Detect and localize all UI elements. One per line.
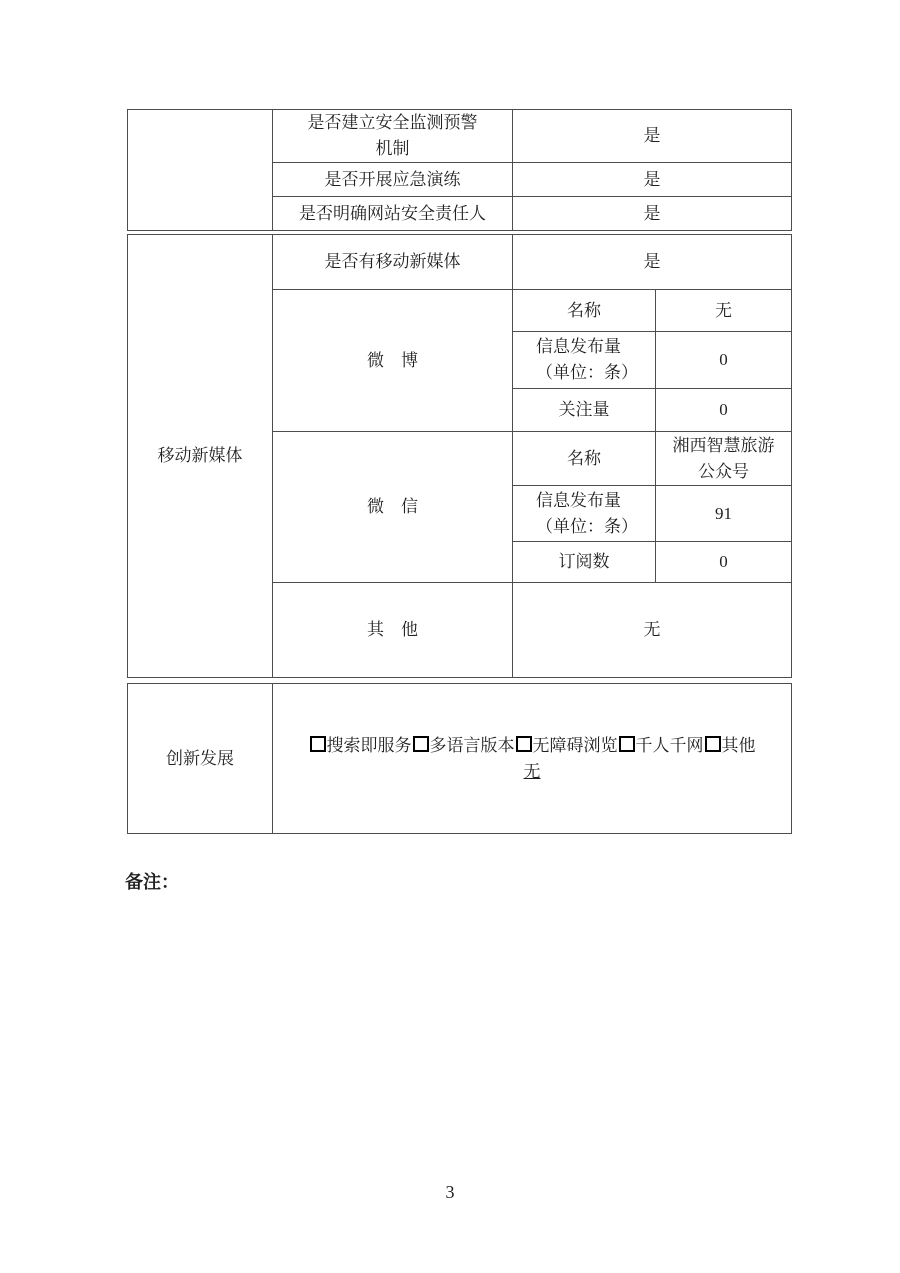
security-value-cell: 是 (513, 110, 792, 163)
innovation-category-cell: 创新发展 (128, 684, 273, 834)
option-label: 千人千网 (635, 735, 704, 755)
field-label: 信息发布量（单位：条） (536, 337, 638, 382)
checkbox-icon (516, 736, 532, 752)
security-label-cell (273, 110, 513, 163)
page-number: 3 (445, 1182, 455, 1202)
wechat-name-field-cell: 名称 (513, 432, 656, 486)
checkbox-icon (705, 736, 721, 752)
option-label: 无障碍浏览 (532, 735, 618, 755)
weibo-posts-value-cell: 0 (656, 332, 792, 389)
innovation-fill-value: 无 (523, 761, 541, 781)
weibo-name-value-cell: 无 (656, 290, 792, 332)
innovation-options-cell (273, 684, 792, 834)
table-row (128, 110, 792, 163)
weibo-followers-value-cell: 0 (656, 389, 792, 432)
mobile-media-category-cell: 移动新媒体 (128, 235, 273, 678)
row-label: 是否建立安全监测预警机制 (307, 113, 478, 158)
security-label-cell: 是否明确网站安全责任人 (273, 197, 513, 231)
mobile-media-section (127, 234, 792, 678)
table-row (128, 684, 792, 834)
weibo-label-cell: 微 博 (273, 290, 513, 432)
wechat-subscribers-value-cell: 0 (656, 542, 792, 583)
checkbox-icon (413, 736, 429, 752)
weibo-posts-field-cell (513, 332, 656, 389)
wechat-name-value-cell (656, 432, 792, 486)
field-label: 信息发布量（单位：条） (536, 490, 638, 536)
security-section (127, 109, 792, 231)
has-mobile-media-label-cell: 是否有移动新媒体 (273, 235, 513, 290)
innovation-fill-line (273, 759, 791, 785)
report-table (127, 109, 791, 834)
wechat-posts-value-cell: 91 (656, 486, 792, 542)
table-row (128, 235, 792, 290)
has-mobile-media-value-cell: 是 (513, 235, 792, 290)
wechat-subscribers-field-cell: 订阅数 (513, 542, 656, 583)
other-media-value-cell: 无 (513, 583, 792, 678)
security-category-cell (128, 110, 273, 231)
security-value-cell: 是 (513, 163, 792, 197)
checkbox-icon (619, 736, 635, 752)
weibo-name-field-cell: 名称 (513, 290, 656, 332)
security-label-cell: 是否开展应急演练 (273, 163, 513, 197)
option-label: 搜索即服务 (326, 735, 412, 755)
checkbox-icon (310, 736, 326, 752)
weibo-followers-field-cell: 关注量 (513, 389, 656, 432)
option-label: 其他 (721, 735, 756, 755)
other-media-label-cell: 其 他 (273, 583, 513, 678)
wechat-posts-field-cell (513, 486, 656, 542)
wechat-label-cell: 微 信 (273, 432, 513, 583)
option-label: 多语言版本 (429, 735, 515, 755)
innovation-options-line (273, 733, 791, 759)
innovation-section (127, 683, 792, 834)
security-value-cell: 是 (513, 197, 792, 231)
wechat-account-name: 湘西智慧旅游公众号 (672, 435, 775, 481)
notes-label: 备注： (125, 872, 179, 892)
